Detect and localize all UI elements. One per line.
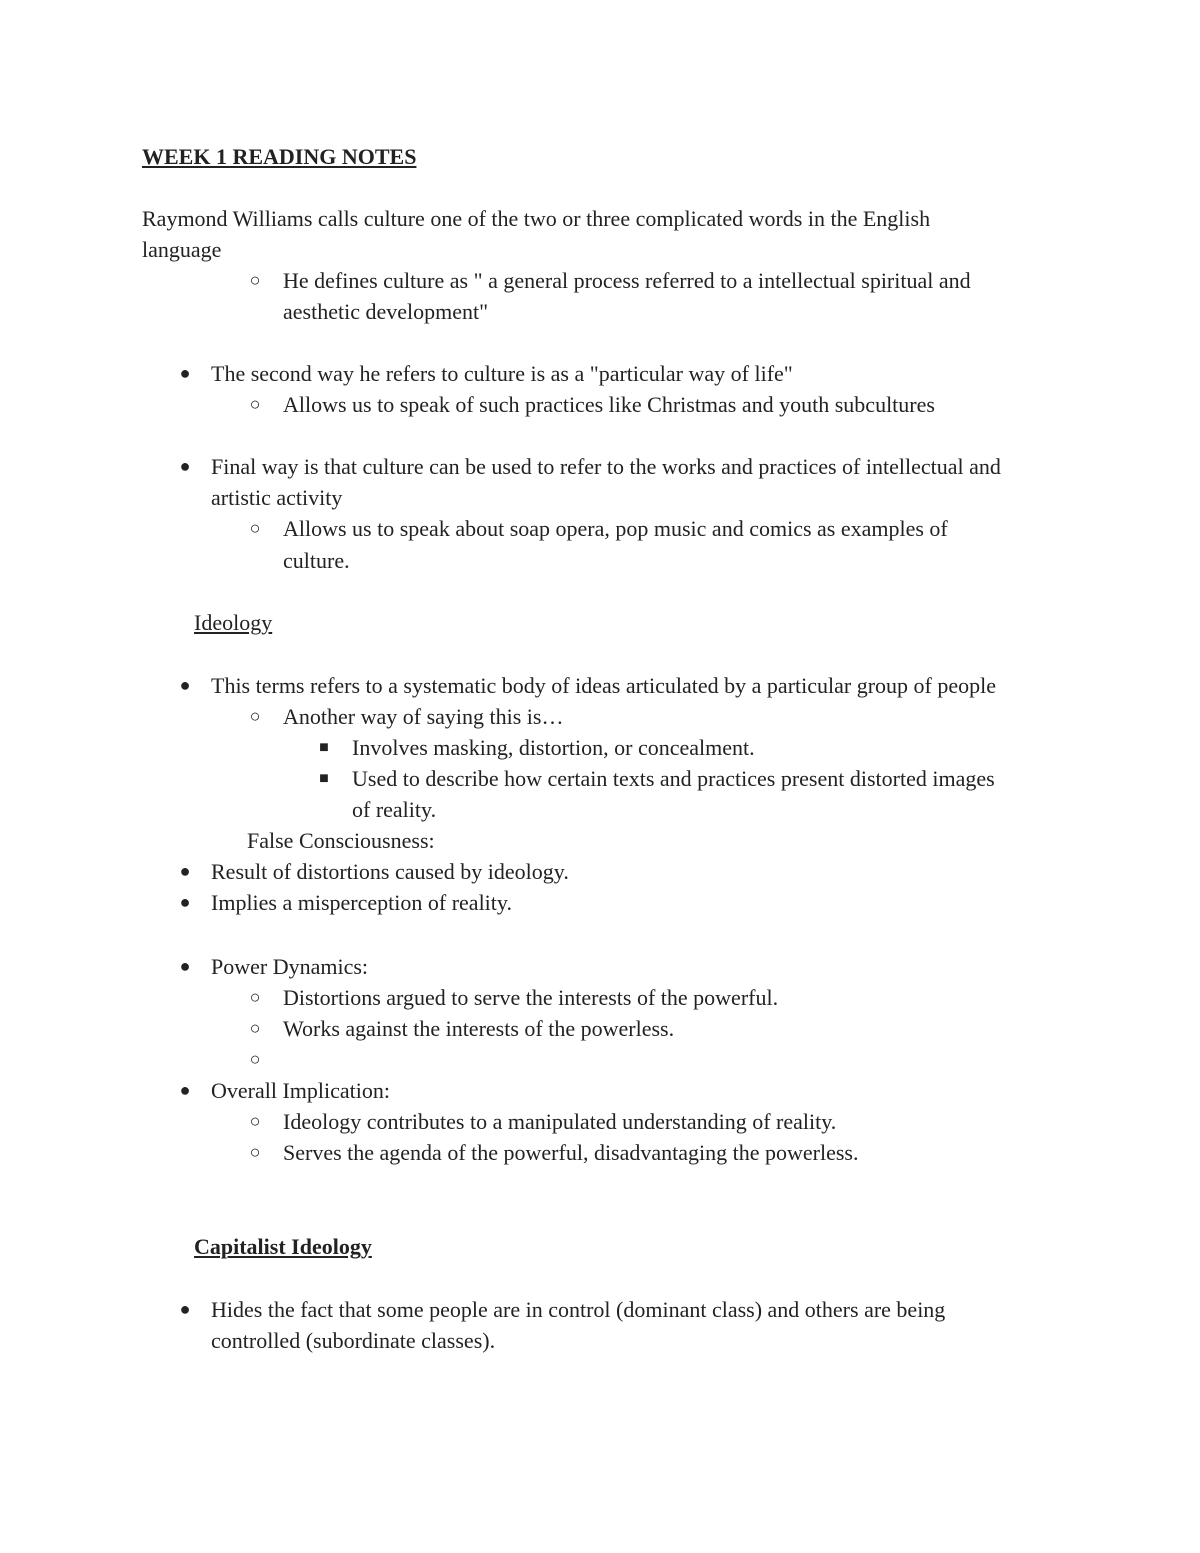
- disc-bullet-icon: ●: [179, 456, 191, 476]
- overall-implication-item: Overall Implication:: [211, 1078, 390, 1103]
- false-consciousness-item-1: Result of distortions caused by ideology.: [211, 859, 569, 884]
- ideology-definition: This terms refers to a systematic body of ideas articulated by a particular group of people: [211, 673, 997, 698]
- page-title: WEEK 1 READING NOTES: [142, 144, 417, 169]
- second-way-item: The second way he refers to culture is as a "particular way of life": [211, 361, 793, 386]
- second-way-sub-item: Allows us to speak of such practices like Christmas and youth subcultures: [283, 392, 935, 417]
- ideology-sub-item: Another way of saying this is…: [283, 704, 564, 729]
- disc-bullet-icon: ●: [179, 363, 191, 383]
- false-consciousness-label: False Consciousness:: [247, 828, 435, 853]
- final-way-line-1: Final way is that culture can be used to refer to the works and practices of intellectual and: [211, 454, 1001, 479]
- square-bullet-icon: ■: [319, 770, 329, 787]
- disc-bullet-icon: ●: [179, 1080, 191, 1100]
- ideology-heading: Ideology: [194, 610, 273, 635]
- disc-bullet-icon: ●: [179, 956, 191, 976]
- capitalist-ideology-heading: Capitalist Ideology: [194, 1234, 372, 1259]
- power-dynamics-sub-2: Works against the interests of the powerless.: [283, 1016, 675, 1041]
- circle-bullet-icon: ○: [249, 394, 261, 414]
- circle-bullet-icon: ○: [249, 706, 261, 726]
- square-bullet-icon: ■: [319, 739, 329, 756]
- circle-bullet-icon: ○: [249, 987, 261, 1007]
- capitalist-item-line-2: controlled (subordinate classes).: [211, 1328, 496, 1353]
- definition-line-1: He defines culture as " a general process referred to a intellectual spiritual and: [283, 268, 971, 293]
- disc-bullet-icon: ●: [179, 861, 191, 881]
- circle-bullet-icon: ○: [249, 1142, 261, 1162]
- circle-bullet-icon: ○: [249, 518, 261, 538]
- final-way-line-2: artistic activity: [211, 485, 343, 510]
- final-way-sub-line-1: Allows us to speak about soap opera, pop music and comics as examples of: [283, 516, 948, 541]
- disc-bullet-icon: ●: [179, 675, 191, 695]
- false-consciousness-item-2: Implies a misperception of reality.: [211, 890, 512, 915]
- power-dynamics-sub-1: Distortions argued to serve the interests of the powerful.: [283, 985, 779, 1010]
- power-dynamics-item: Power Dynamics:: [211, 954, 369, 979]
- overall-implication-sub-1: Ideology contributes to a manipulated understanding of reality.: [283, 1109, 837, 1134]
- ideology-square-item-1: Involves masking, distortion, or concealment.: [352, 735, 755, 760]
- circle-bullet-icon: ○: [249, 1018, 261, 1038]
- definition-line-2: aesthetic development": [283, 299, 489, 324]
- capitalist-item-line-1: Hides the fact that some people are in control (dominant class) and others are being: [211, 1297, 946, 1322]
- disc-bullet-icon: ●: [179, 1299, 191, 1319]
- circle-bullet-icon: ○: [249, 1049, 261, 1069]
- ideology-square-item-2-line-1: Used to describe how certain texts and practices present distorted images: [352, 766, 995, 791]
- intro-line-1: Raymond Williams calls culture one of the two or three complicated words in the English: [142, 206, 931, 231]
- overall-implication-sub-2: Serves the agenda of the powerful, disadvantaging the powerless.: [283, 1140, 859, 1165]
- intro-line-2: language: [142, 237, 222, 262]
- circle-bullet-icon: ○: [249, 1111, 261, 1131]
- circle-bullet-icon: ○: [249, 270, 261, 290]
- ideology-square-item-2-line-2: of reality.: [352, 797, 437, 822]
- disc-bullet-icon: ●: [179, 892, 191, 912]
- final-way-sub-line-2: culture.: [283, 548, 350, 573]
